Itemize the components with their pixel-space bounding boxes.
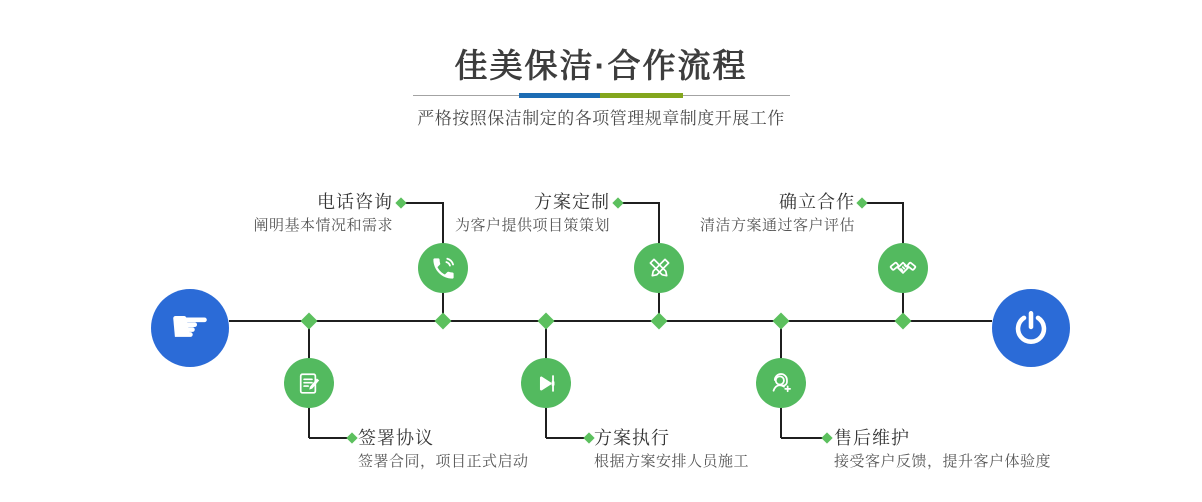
divider-green-segment	[600, 93, 683, 98]
step-title: 确立合作	[779, 192, 855, 212]
diamond-bullet	[821, 432, 832, 443]
title-divider	[413, 93, 790, 99]
diamond-bullet	[856, 197, 867, 208]
flow-end-node	[992, 289, 1070, 367]
phone-icon	[430, 255, 457, 282]
step-desc: 清洁方案通过客户评估	[699, 217, 855, 234]
divider-blue-segment	[519, 93, 600, 98]
step-title: 方案执行	[594, 428, 670, 448]
timeline-main-line	[229, 320, 992, 322]
flow-step-label-execute	[594, 427, 749, 472]
document-pen-icon	[296, 370, 323, 397]
step-title: 方案定制	[534, 192, 610, 212]
step-desc: 接受客户反馈，提升客户体验度	[834, 453, 1052, 470]
step-circle-sign	[284, 358, 334, 408]
diamond-node	[651, 313, 668, 330]
step-circle-phone	[418, 243, 468, 293]
flow-step-label-cooperate	[700, 191, 855, 236]
hand-pointer-icon: ☛	[169, 299, 211, 353]
page-title: 佳美保洁·合作流程	[454, 47, 748, 84]
handshake-icon	[889, 254, 917, 282]
step-desc: 签署合同，项目正式启动	[358, 453, 529, 470]
step-desc: 为客户提供项目策策划	[454, 217, 610, 234]
flow-step-label-phone	[253, 191, 393, 236]
power-icon	[1010, 307, 1052, 349]
diamond-node	[895, 313, 912, 330]
diamond-node	[301, 313, 318, 330]
crossed-pencils-icon	[646, 255, 673, 282]
flow-step-label-aftersales	[834, 427, 1051, 472]
page-subtitle: 严格按照保洁制定的各项管理规章制度开展工作	[417, 109, 785, 128]
flow-step-label-sign	[358, 427, 529, 472]
step-circle-cooperate	[878, 243, 928, 293]
diamond-bullet	[395, 197, 406, 208]
flow-start-node	[151, 289, 229, 367]
step-circle-execute	[521, 358, 571, 408]
step-desc: 根据方案安排人员施工	[594, 453, 750, 470]
step-title: 签署协议	[358, 428, 434, 448]
diamond-bullet	[346, 432, 357, 443]
step-desc: 阐明基本情况和需求	[253, 217, 393, 234]
step-circle-plan	[634, 243, 684, 293]
divider-accent-bar	[519, 93, 683, 98]
step-title: 售后维护	[834, 428, 910, 448]
step-title: 电话咨询	[317, 192, 393, 212]
diamond-bullet	[583, 432, 594, 443]
diamond-node	[538, 313, 555, 330]
play-slider-icon	[533, 370, 560, 397]
step-circle-aftersales	[756, 358, 806, 408]
diamond-bullet	[612, 197, 623, 208]
headset-plus-icon	[767, 369, 795, 397]
diamond-node	[773, 313, 790, 330]
diamond-node	[435, 313, 452, 330]
flow-step-label-plan	[455, 191, 610, 236]
